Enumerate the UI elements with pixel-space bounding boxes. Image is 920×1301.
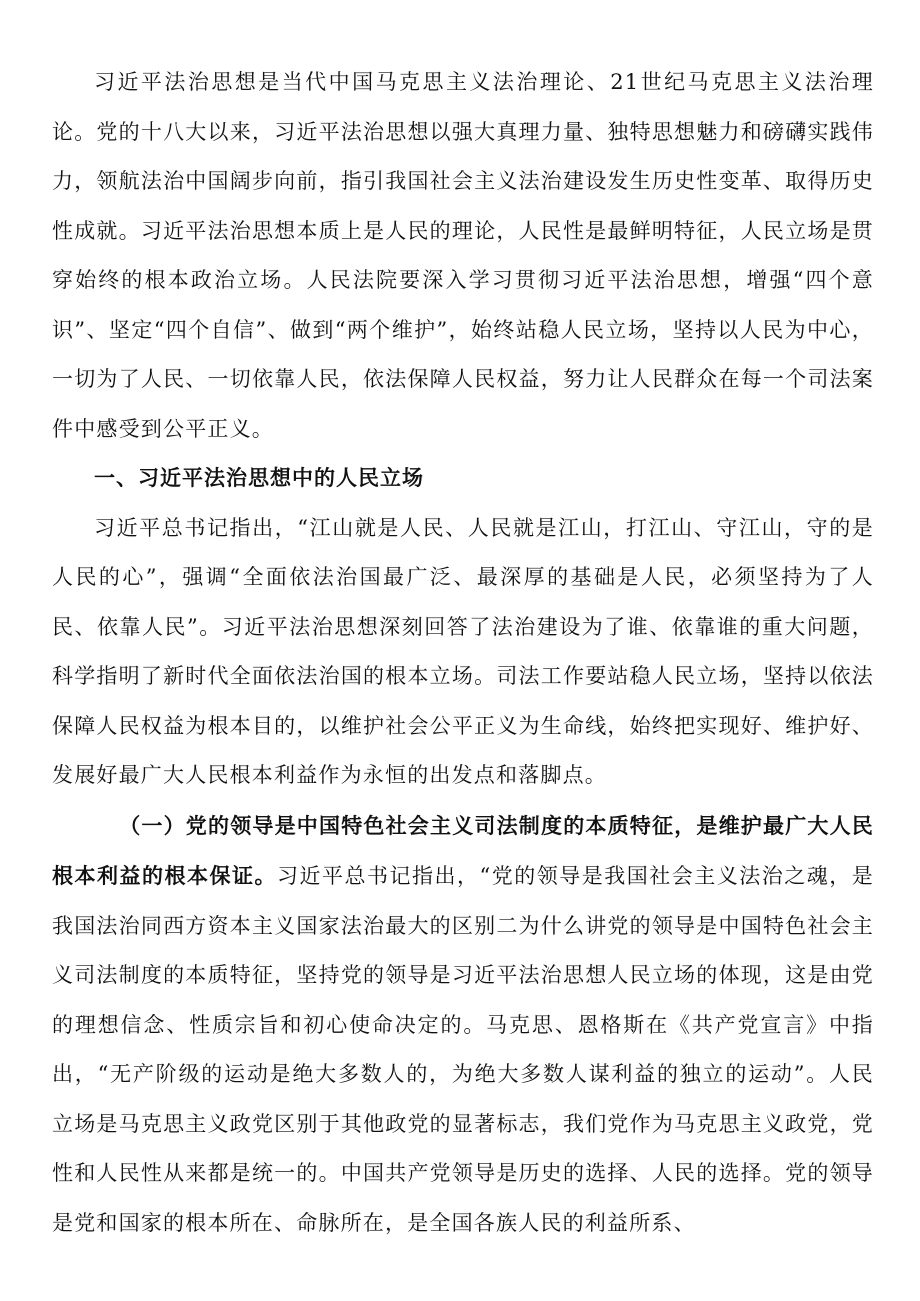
subsection-1-paragraph (52, 801, 874, 1249)
subsection-1-body: 习近平总书记指出，“党的领导是我国社会主义法治之魂，是我国法治同西方资本主义国家法治最大的区别二为什么讲党的领导是中国特色社会主义司法制度的本质特征，坚持党的领导是习近平法治思想人民立场的体现，这是由党的理想信念、性质宗旨和初心使命决定的。马克思、恩格斯在《共产党宣言》中指出，“无产阶级的运动是绝大多数人的，为绝大多数人谋利益的独立的运动”。人民立场是马克思主义政党区别于其他政党的显著标志，我们党作为马克思主义政党，党性和人民性从来都是统一的。中国共产党领导是历史的选择、人民的选择。党的领导是党和国家的根本所在、命脉所在，是全国各族人民的利益所系、 (52, 864, 874, 1235)
section-heading-1: 一、习近平法治思想中的人民立场 (94, 466, 424, 490)
subsection-heading-1: （一）党的领导是中国特色社会主义司法制度的本质特征，是维护最广大人民根本利益的根本保证。 (52, 812, 874, 888)
intro-paragraph: 习近平法治思想是当代中国马克思主义法治理论、21世纪马克思主义法治理论。党的十八大以来，习近平法治思想以强大真理力量、独特思想魅力和磅礴实践伟力，领航法治中国阔步向前，指引我国社会主义法治建设发生历史性变革、取得历史性成就。习近平法治思想本质上是人民的理论，人民性是最鲜明特征，人民立场是贯穿始终的根本政治立场。人民法院要深入学习贯彻习近平法治思想，增强“四个意识”、坚定“四个自信”、做到“两个维护”，始终站稳人民立场，坚持以人民为中心，一切为了人民、一切依靠人民，依法保障人民权益，努力让人民群众在每一个司法案件中感受到公平正义。 (52, 70, 874, 441)
section-1-paragraph: 习近平总书记指出，“江山就是人民、人民就是江山，打江山、守江山，守的是人民的心”，强调“全面依法治国最广泛、最深厚的基础是人民，必须坚持为了人民、依靠人民”。习近平法治思想深刻回答了法治建设为了谁、依靠谁的重大问题，科学指明了新时代全面依法治国的根本立场。司法工作要站稳人民立场，坚持以依法保障人民权益为根本目的，以维护社会公平正义为生命线，始终把实现好、维护好、发展好最广大人民根本利益作为永恒的出发点和落脚点。 (52, 515, 874, 787)
document-page (52, 58, 874, 1248)
